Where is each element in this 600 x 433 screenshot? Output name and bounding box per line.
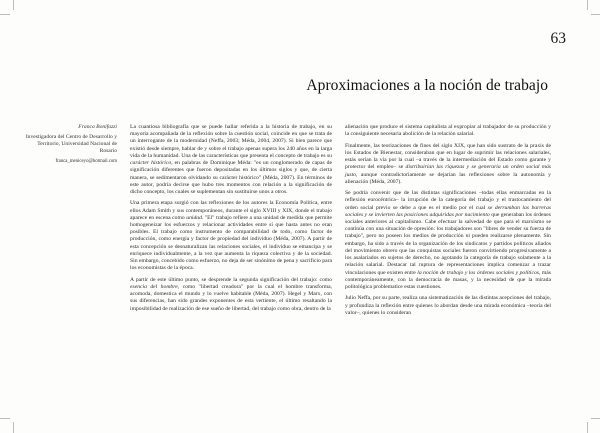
crop-mark-bottom-right-vertical [587,422,588,433]
paragraph-text: Se podría convenir que de las distintas significaciones –todas ellas enmarcadas en la reflexión eurocéntrica– la irrupción de la categoría del trabajo y el trastocamiento del orden social previo se debe a que es el medio por el cual [345,190,551,211]
crop-mark-bottom-left-vertical [13,422,14,433]
emphasis-text: carácter histórico [130,160,172,167]
author-email[interactable]: franca_meniceyo@hotmail.com [55,159,117,165]
crop-mark-top-left-vertical [13,0,14,10]
paragraph-text: alienación que produce el sistema capitalista al expropiar al trabajador de su producción y la consiguiente necesaria abolición de la relación salarial. [345,124,551,138]
crop-mark-top-left-horizontal [0,14,10,15]
chapter-title: Aproximaciones a la noción de trabajo [306,77,548,94]
page-number: 63 [550,30,566,47]
paragraph-text: La cuantiosa bibliografía que se puede hallar referida a la historia de trabajo, en su mayoría acompañada de la reflexión sobre la cuestión social, coincide en que se trata de un interrogante de la modernidad (Neffa, 2003; Méda, 2004, 2007). Si bien parece que existió desde siempre, hablar de y sobre el trabajo apenas supera los 240 años en la larga vida de la humanidad. Una de las características que presenta el concepto de trabajo es su [130,124,332,159]
paragraph-text: , aunque contradictoriamente se dejarían las reflexiones sobre la autonomía y alienación (Méda, 2007). [345,171,551,185]
body-paragraph [345,190,551,291]
paragraph-text: , como "libertad creadora" por la cual el hombre transforma, acomoda, domestica el mundo y lo vuelve habitable (Méda, 2007). Hegel y Marx, con sus diferencias, han sido grandes exponentes de esta vertiente, el último resaltando la imposibilidad de realización de ese sueño de libertad, del trabajo como obra, dentro de la [130,283,332,312]
crop-mark-top-right-horizontal [591,14,600,15]
author-affiliation: Investigadora del Centro de Desarrollo y Territorio, Universidad Nacional de Rosario [25,133,117,154]
body-paragraph [130,277,332,313]
emphasis-text: la noción de trabajo y los órdenes sociales y políticos [417,269,539,276]
paragraph-text: A partir de este último punto, se desprende la segunda significación del trabajo: como [130,276,332,283]
paragraph-text: Finalmente, las teorizaciones de fines del siglo XIX, que han sido sustrato de la praxis de los Estados de Bienestar, consideraban que en lugar de suprimir las relaciones salariales, estás serían la vía por la cual –a través de la intermediación del Estado como garante y protector del empleo– se [345,142,551,171]
paragraph-text: Julio Neffa, por su parte, realiza una sistematización de las distintas acepciones del trabajo, y profundiza la reflexión entre quienes lo abordan desde una mirada económica –teoría del valor–, quienes lo consideran [345,295,551,316]
body-column-left [130,124,332,317]
author-name: Franca Bonifazzi [78,124,117,130]
paragraph-text: , en palabras de Dominique Méda: "es un conglomerado de capas de significación diferentes que fueron depositadas en los últimos siglos y que, de cierta manera, se sedimentaron olvidando su carácter histórico" (Méda, 2007). En términos de este autor, podría decirse que hubo tres momentos con relación a la significación de dicho concepto, los cuales se suplementan sin sustituirse unos a otros. [130,160,333,195]
body-column-right [345,124,551,321]
emphasis-text: distribuirían las riquezas y se generaría un orden social más justo [345,164,552,178]
crop-mark-top-right-vertical [587,0,588,10]
emphasis-text: esencia del hombre [130,283,178,290]
body-paragraph [345,143,551,186]
crop-mark-bottom-left-horizontal [0,418,10,419]
body-paragraph [345,124,551,138]
emphasis-text: unidad [186,214,202,221]
paragraph-text: , más contemporáneamente, con la democracia de masas, y la necesidad de que la mirada politológica problematice estas cuestiones. [345,269,551,290]
crop-mark-bottom-right-horizontal [591,418,600,419]
paragraph-text: que generaban los órdenes sociales anteriores al capitalismo. Cabe efectuar la salvedad de que para el marxismo se continúa con una situación de opresión: los trabajadores son "libres de vender su fuerza de trabajo", pero no poseen los medios de producción ni pueden realizarse plenamente. Sin embargo, ha sido a través de la organización de los sindicatos y partidos políticos aliados del movimiento obrero que las conquistas sociales fueron convirtiendo progresivamente a los asalariados en sujetos de derecho, no agotando la categoría de trabajo solamente a la relación salarial. Destacar tal ruptura de representaciones implica comenzar a trazar vinculaciones que existen entre [345,211,551,276]
author-block [24,124,117,165]
body-paragraph [345,295,551,317]
paragraph-text: . "El" trabajo refiere a una unidad de medida que permite homogeneizar los esfuerzos y relacionar actividades entre sí que hasta antes no eran posibles. El trabajo como instrumento de comparabilidad de todo, como factor de producción, como energía y factor de propiedad del individuo (Méda, 2007). A partir de esta concepción se desnaturalizan las relaciones sociales, el individuo se emancipa y se enriquece individualmente, a la vez que aumenta la riqueza colectiva y de la sociedad. Sin embargo, concebido como esfuerzo, no deja de ser sinónimo de pena y sacrificio para los economistas de la época. [130,214,332,272]
paragraph-text: Una primera etapa surgió con las reflexiones de los autores la Economía Política, entre ellos Adam Smith y sus contemporáneos, durante el siglo XVIII y XIX, donde el trabajo aparece en escena como [130,200,332,221]
body-paragraph [130,200,332,272]
emphasis-text: se derrumban las barreras sociales y se invierten las posiciones adquiridas por nacimiento [345,204,551,218]
body-paragraph [130,124,332,196]
